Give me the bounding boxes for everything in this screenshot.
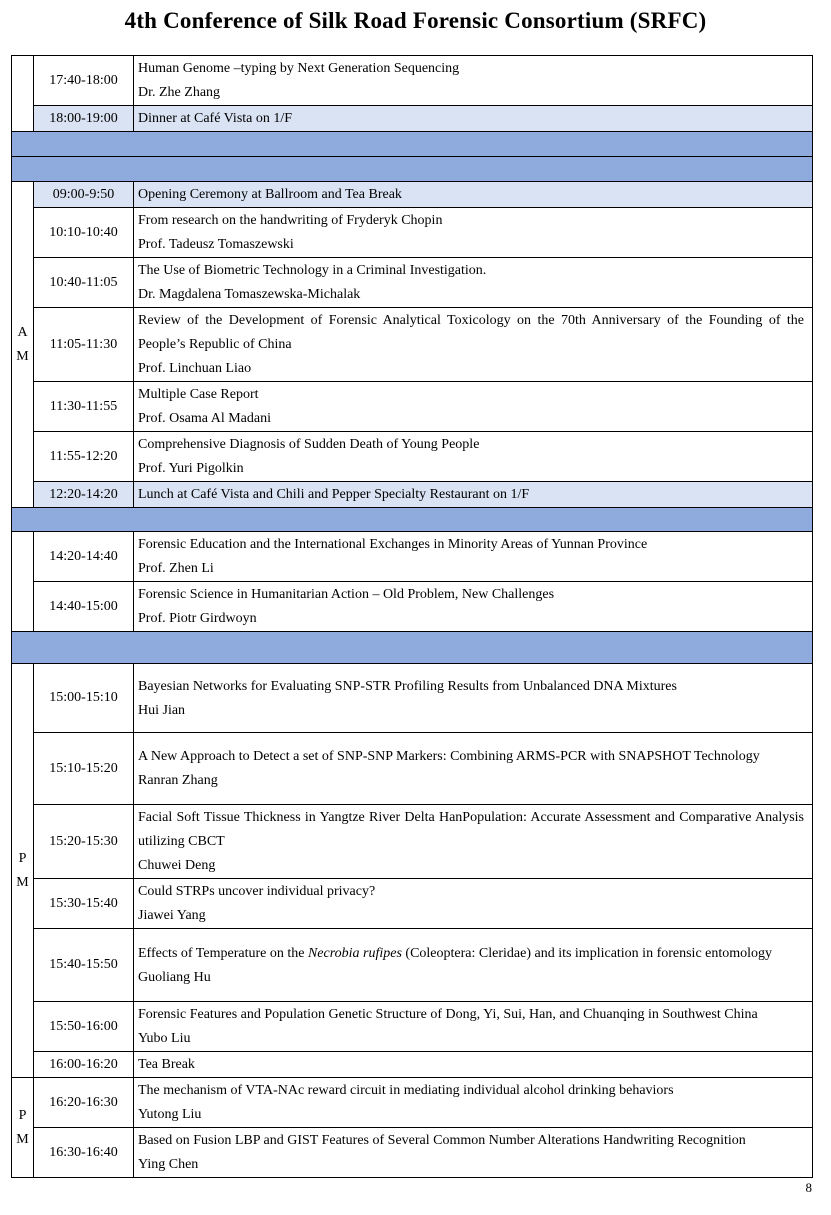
time-cell: 10:10-10:40 <box>34 208 134 258</box>
session-title: A New Approach to Detect a set of SNP-SNP Markers: Combining ARMS-PCR with SNAPSHOT Technology <box>138 749 760 764</box>
time-cell: 15:50-16:00 <box>34 1002 134 1052</box>
session-cell <box>134 733 813 805</box>
session-cell <box>134 532 813 582</box>
time-cell: 15:20-15:30 <box>34 805 134 879</box>
period-letter: A <box>17 324 28 340</box>
session-title: Comprehensive Diagnosis of Sudden Death of Young People <box>138 437 480 452</box>
speaker-name: Ranran Zhang <box>138 773 218 788</box>
time-cell: 14:40-15:00 <box>34 582 134 632</box>
session-title: Based on Fusion LBP and GIST Features of Several Common Number Alterations Handwriting Recognition <box>138 1133 746 1148</box>
title-text: (Coleoptera: Cleridae) and its implication in forensic entomology <box>401 945 773 961</box>
session-cell <box>134 582 813 632</box>
speaker-name: Prof. Piotr Girdwoyn <box>138 611 257 626</box>
time-cell: 15:40-15:50 <box>34 929 134 1002</box>
session-cell <box>134 1128 813 1178</box>
time-cell: 09:00-9:50 <box>34 182 134 208</box>
time-cell: 10:40-11:05 <box>34 258 134 308</box>
time-cell: 11:05-11:30 <box>34 308 134 382</box>
session-cell <box>134 308 813 382</box>
species-name: Necrobia rufipes <box>307 945 402 961</box>
session-title: Review of the Development of Forensic Analytical Toxicology on the 70th Anniversary of the Founding of the People’s Republic of China <box>138 313 804 352</box>
session-title: Human Genome –typing by Next Generation Sequencing <box>138 61 460 76</box>
speaker-name: Dr. Magdalena Tomaszewska-Michalak <box>138 287 361 302</box>
session-title: Forensic Education and the International Exchanges in Minority Areas of Yunnan Province <box>138 537 648 552</box>
session-cell <box>134 664 813 733</box>
session-title: Forensic Science in Humanitarian Action – Old Problem, New Challenges <box>138 587 555 602</box>
session-row <box>12 208 813 258</box>
session-title: Tea Break <box>134 1052 813 1078</box>
session-cell <box>134 208 813 258</box>
time-cell: 14:20-14:40 <box>34 532 134 582</box>
period-cell-pm <box>12 664 34 1078</box>
session-title: From research on the handwriting of Fryderyk Chopin <box>138 213 443 228</box>
session-row <box>12 664 813 733</box>
period-letter: M <box>16 348 29 364</box>
section-header <box>12 632 813 664</box>
section-header <box>12 157 813 182</box>
session-title: Could STRPs uncover individual privacy? <box>138 884 376 899</box>
time-cell: 17:40-18:00 <box>34 56 134 106</box>
page-title: 4th Conference of Silk Road Forensic Consortium (SRFC) <box>124 8 707 33</box>
session-row <box>12 56 813 106</box>
speaker-name: Prof. Linchuan Liao <box>138 361 252 376</box>
session-row <box>12 482 813 508</box>
period-letter: P <box>18 1107 27 1123</box>
speaker-name: Prof. Osama Al Madani <box>138 411 271 426</box>
time-cell: 11:55-12:20 <box>34 432 134 482</box>
period-letter: M <box>16 1131 29 1147</box>
speaker-name: Yutong Liu <box>138 1107 202 1122</box>
time-cell: 16:30-16:40 <box>34 1128 134 1178</box>
time-cell: 12:20-14:20 <box>34 482 134 508</box>
section-header <box>12 508 813 532</box>
session-cell <box>134 432 813 482</box>
session-row <box>12 733 813 805</box>
session-title <box>138 942 804 966</box>
session-row <box>12 182 813 208</box>
session-title: Facial Soft Tissue Thickness in Yangtze River Delta HanPopulation: Accurate Assessment and Comparative Analysis utilizing CBCT <box>138 810 804 849</box>
session-title: Opening Ceremony at Ballroom and Tea Break <box>134 182 813 208</box>
session-row <box>12 582 813 632</box>
speaker-name: Jiawei Yang <box>138 908 206 923</box>
session-title: Multiple Case Report <box>138 387 259 402</box>
period-letter: P <box>18 850 27 866</box>
speaker-name: Hui Jian <box>138 702 186 718</box>
session-cell <box>134 1078 813 1128</box>
section-header-row <box>12 632 813 664</box>
period-cell <box>12 532 34 632</box>
session-title: Dinner at Café Vista on 1/F <box>134 106 813 132</box>
period-cell-pm <box>12 1078 34 1178</box>
session-cell <box>134 258 813 308</box>
period-cell <box>12 56 34 132</box>
page-number: 8 <box>805 1180 812 1195</box>
session-title: Lunch at Café Vista and Chili and Pepper Specialty Restaurant on 1/F <box>134 482 813 508</box>
session-row <box>12 432 813 482</box>
speaker-name: Dr. Zhe Zhang <box>138 85 221 100</box>
speaker-name: Guoliang Hu <box>138 969 211 985</box>
session-title: The Use of Biometric Technology in a Criminal Investigation. <box>138 263 487 278</box>
time-cell: 15:10-15:20 <box>34 733 134 805</box>
session-row <box>12 929 813 1002</box>
period-cell-am <box>12 182 34 508</box>
session-cell <box>134 382 813 432</box>
session-row <box>12 382 813 432</box>
session-cell <box>134 929 813 1002</box>
speaker-name: Prof. Yuri Pigolkin <box>138 461 244 476</box>
session-cell <box>134 56 813 106</box>
time-cell: 15:30-15:40 <box>34 879 134 929</box>
date-header-row <box>12 132 813 157</box>
session-title: The mechanism of VTA-NAc reward circuit in mediating individual alcohol drinking behaviors <box>138 1083 674 1098</box>
session-cell <box>134 879 813 929</box>
speaker-name: Prof. Tadeusz Tomaszewski <box>138 237 294 252</box>
session-row <box>12 106 813 132</box>
speaker-name: Chuwei Deng <box>138 858 216 873</box>
session-row <box>12 1002 813 1052</box>
speaker-name: Ying Chen <box>138 1157 199 1172</box>
session-cell <box>134 805 813 879</box>
time-cell: 11:30-11:55 <box>34 382 134 432</box>
section-header-row <box>12 157 813 182</box>
time-cell: 16:00-16:20 <box>34 1052 134 1078</box>
time-cell: 15:00-15:10 <box>34 664 134 733</box>
time-cell: 16:20-16:30 <box>34 1078 134 1128</box>
speaker-name: Prof. Zhen Li <box>138 561 214 576</box>
period-letter: M <box>16 874 29 890</box>
session-row <box>12 258 813 308</box>
section-header-row <box>12 508 813 532</box>
title-text: Effects of Temperature on the <box>138 945 308 961</box>
session-row <box>12 532 813 582</box>
session-row <box>12 805 813 879</box>
schedule-table <box>11 55 813 1178</box>
session-row <box>12 1052 813 1078</box>
session-row <box>12 879 813 929</box>
session-title: Bayesian Networks for Evaluating SNP-STR Profiling Results from Unbalanced DNA Mixtures <box>138 678 677 694</box>
time-cell: 18:00-19:00 <box>34 106 134 132</box>
session-row <box>12 308 813 382</box>
speaker-name: Yubo Liu <box>138 1031 191 1046</box>
date-header <box>12 132 813 157</box>
session-row <box>12 1128 813 1178</box>
session-title: Forensic Features and Population Genetic Structure of Dong, Yi, Sui, Han, and Chuanqing in Southwest China <box>138 1007 758 1022</box>
session-row <box>12 1078 813 1128</box>
session-cell <box>134 1002 813 1052</box>
